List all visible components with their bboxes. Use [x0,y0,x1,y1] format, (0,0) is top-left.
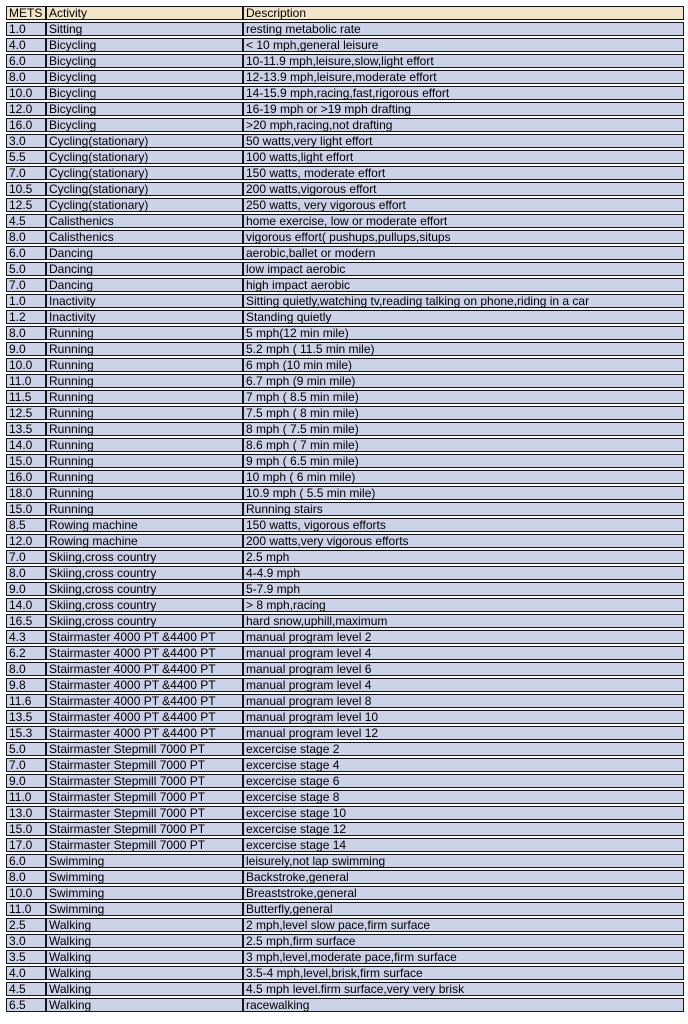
description-cell: 8 mph ( 7.5 min mile) [243,422,684,436]
table-row [6,150,684,164]
table-row [6,918,684,932]
activity-cell: Cycling(stationary) [46,150,243,164]
activity-cell: Cycling(stationary) [46,166,243,180]
description-cell: 9 mph ( 6.5 min mile) [243,454,684,468]
mets-cell: 15.0 [6,454,46,468]
description-cell: excercise stage 4 [243,758,684,772]
description-cell: vigorous effort( pushups,pullups,situps [243,230,684,244]
description-cell: 2.5 mph,firm surface [243,934,684,948]
mets-cell: 9.0 [6,774,46,788]
column-header-description: Description [243,6,684,20]
description-cell: 2 mph,level slow pace,firm surface [243,918,684,932]
activity-cell: Running [46,326,243,340]
mets-cell: 15.0 [6,502,46,516]
activity-cell: Walking [46,918,243,932]
activity-cell: Swimming [46,902,243,916]
table-row [6,134,684,148]
description-cell: 10 mph ( 6 min mile) [243,470,684,484]
activity-cell: Skiing,cross country [46,550,243,564]
table-row [6,534,684,548]
table-row [6,598,684,612]
activity-cell: Running [46,502,243,516]
table-row [6,662,684,676]
mets-cell: 7.0 [6,758,46,772]
description-cell: 4-4.9 mph [243,566,684,580]
table-row [6,934,684,948]
table-row [6,646,684,660]
description-cell: 16-19 mph or >19 mph drafting [243,102,684,116]
table-row [6,550,684,564]
description-cell: 6 mph (10 min mile) [243,358,684,372]
mets-cell: 1.0 [6,294,46,308]
table-row [6,422,684,436]
table-row [6,902,684,916]
description-cell: 250 watts, very vigorous effort [243,198,684,212]
table-row [6,310,684,324]
activity-cell: Running [46,406,243,420]
table-row [6,886,684,900]
description-cell: manual program level 4 [243,678,684,692]
activity-cell: Running [46,390,243,404]
description-cell: 3 mph,level,moderate pace,firm surface [243,950,684,964]
description-cell: 200 watts,vigorous effort [243,182,684,196]
description-cell: excercise stage 2 [243,742,684,756]
mets-cell: 6.0 [6,854,46,868]
mets-cell: 3.5 [6,950,46,964]
activity-cell: Stairmaster Stepmill 7000 PT [46,806,243,820]
table-row [6,566,684,580]
activity-cell: Rowing machine [46,534,243,548]
description-cell: excercise stage 6 [243,774,684,788]
activity-cell: Stairmaster Stepmill 7000 PT [46,838,243,852]
table-row [6,726,684,740]
mets-cell: 16.0 [6,118,46,132]
table-row [6,630,684,644]
mets-cell: 4.3 [6,630,46,644]
activity-cell: Rowing machine [46,518,243,532]
activity-cell: Stairmaster 4000 PT &4400 PT [46,710,243,724]
description-cell: 200 watts,very vigorous efforts [243,534,684,548]
table-row [6,166,684,180]
column-header-mets: METS [6,6,46,20]
activity-cell: Running [46,342,243,356]
table-row [6,774,684,788]
description-cell: manual program level 2 [243,630,684,644]
table-row [6,742,684,756]
description-cell: 50 watts,very light effort [243,134,684,148]
table-row [6,790,684,804]
table-row [6,182,684,196]
description-cell: Butterfly,general [243,902,684,916]
table-row [6,806,684,820]
table-body [6,22,684,1012]
table-row [6,390,684,404]
mets-cell: 6.2 [6,646,46,660]
mets-cell: 16.0 [6,470,46,484]
description-cell: 2.5 mph [243,550,684,564]
table-row [6,454,684,468]
mets-cell: 11.6 [6,694,46,708]
activity-cell: Stairmaster Stepmill 7000 PT [46,790,243,804]
activity-cell: Cycling(stationary) [46,182,243,196]
description-cell: manual program level 8 [243,694,684,708]
activity-cell: Walking [46,966,243,980]
activity-cell: Stairmaster Stepmill 7000 PT [46,774,243,788]
description-cell: > 8 mph,racing [243,598,684,612]
mets-cell: 4.0 [6,38,46,52]
table-row [6,518,684,532]
description-cell: 150 watts, moderate effort [243,166,684,180]
mets-cell: 12.5 [6,198,46,212]
mets-cell: 5.0 [6,742,46,756]
description-cell: 150 watts, vigorous efforts [243,518,684,532]
mets-cell: 11.0 [6,790,46,804]
activity-cell: Cycling(stationary) [46,134,243,148]
table-row [6,966,684,980]
table-row [6,822,684,836]
mets-cell: 12.5 [6,406,46,420]
mets-cell: 11.0 [6,374,46,388]
mets-cell: 7.0 [6,166,46,180]
mets-cell: 5.5 [6,150,46,164]
table-row [6,262,684,276]
activity-cell: Swimming [46,854,243,868]
activity-cell: Calisthenics [46,214,243,228]
mets-cell: 10.0 [6,886,46,900]
mets-cell: 13.0 [6,806,46,820]
description-cell: manual program level 4 [243,646,684,660]
mets-cell: 15.0 [6,822,46,836]
description-cell: low impact aerobic [243,262,684,276]
mets-cell: 10.0 [6,358,46,372]
activity-cell: Walking [46,998,243,1012]
description-cell: excercise stage 14 [243,838,684,852]
description-cell: 4.5 mph level.firm surface,very very brisk [243,982,684,996]
description-cell: Standing quietly [243,310,684,324]
description-cell: Backstroke,general [243,870,684,884]
table-row [6,438,684,452]
mets-cell: 7.0 [6,278,46,292]
column-header-activity: Activity [46,6,243,20]
table-row [6,614,684,628]
activity-cell: Walking [46,982,243,996]
activity-cell: Bicycling [46,86,243,100]
mets-cell: 15.3 [6,726,46,740]
description-cell: 10.9 mph ( 5.5 min mile) [243,486,684,500]
description-cell: manual program level 10 [243,710,684,724]
table-row [6,278,684,292]
description-cell: aerobic,ballet or modern [243,246,684,260]
table-row [6,406,684,420]
mets-cell: 8.0 [6,870,46,884]
table-row [6,854,684,868]
mets-cell: 11.5 [6,390,46,404]
activity-cell: Inactivity [46,294,243,308]
mets-cell: 10.5 [6,182,46,196]
mets-cell: 1.2 [6,310,46,324]
table-row [6,710,684,724]
mets-cell: 9.0 [6,342,46,356]
mets-cell: 1.0 [6,22,46,36]
description-cell: Sitting quietly,watching tv,reading talking on phone,riding in a car [243,294,684,308]
mets-cell: 13.5 [6,422,46,436]
table-row [6,214,684,228]
activity-cell: Bicycling [46,118,243,132]
activity-cell: Running [46,470,243,484]
mets-cell: 12.0 [6,534,46,548]
description-cell: 5-7.9 mph [243,582,684,596]
table-row [6,294,684,308]
activity-cell: Stairmaster 4000 PT &4400 PT [46,726,243,740]
table-row [6,38,684,52]
mets-cell: 14.0 [6,438,46,452]
table-row [6,470,684,484]
description-cell: < 10 mph,general leisure [243,38,684,52]
description-cell: 12-13.9 mph,leisure,moderate effort [243,70,684,84]
mets-cell: 18.0 [6,486,46,500]
table-row [6,102,684,116]
activity-cell: Dancing [46,278,243,292]
activity-cell: Bicycling [46,54,243,68]
activity-cell: Calisthenics [46,230,243,244]
activity-cell: Inactivity [46,310,243,324]
mets-cell: 13.5 [6,710,46,724]
activity-cell: Swimming [46,886,243,900]
table-row [6,678,684,692]
activity-cell: Dancing [46,262,243,276]
activity-cell: Running [46,454,243,468]
mets-cell: 6.5 [6,998,46,1012]
activity-cell: Stairmaster Stepmill 7000 PT [46,758,243,772]
activity-cell: Walking [46,950,243,964]
mets-cell: 4.5 [6,982,46,996]
description-cell: 7 mph ( 8.5 min mile) [243,390,684,404]
mets-cell: 5.0 [6,262,46,276]
table-row [6,758,684,772]
mets-cell: 4.5 [6,214,46,228]
mets-cell: 10.0 [6,86,46,100]
activity-cell: Swimming [46,870,243,884]
table-row [6,870,684,884]
mets-cell: 7.0 [6,550,46,564]
mets-cell: 3.0 [6,134,46,148]
description-cell: Running stairs [243,502,684,516]
table-row [6,486,684,500]
description-cell: manual program level 12 [243,726,684,740]
description-cell: home exercise, low or moderate effort [243,214,684,228]
description-cell: 3.5-4 mph,level,brisk,firm surface [243,966,684,980]
mets-cell: 8.0 [6,662,46,676]
activity-cell: Bicycling [46,70,243,84]
activity-cell: Walking [46,934,243,948]
description-cell: high impact aerobic [243,278,684,292]
mets-cell: 8.0 [6,230,46,244]
table-row [6,950,684,964]
mets-cell: 6.0 [6,54,46,68]
table-row [6,982,684,996]
activity-cell: Bicycling [46,102,243,116]
description-cell: Breaststroke,general [243,886,684,900]
activity-cell: Sitting [46,22,243,36]
mets-activity-table [6,4,684,1014]
description-cell: hard snow,uphill,maximum [243,614,684,628]
activity-cell: Skiing,cross country [46,598,243,612]
activity-cell: Stairmaster 4000 PT &4400 PT [46,678,243,692]
table-row [6,358,684,372]
mets-cell: 16.5 [6,614,46,628]
activity-cell: Running [46,374,243,388]
mets-cell: 14.0 [6,598,46,612]
mets-cell: 11.0 [6,902,46,916]
table-row [6,118,684,132]
description-cell: 14-15.9 mph,racing,fast,rigorous effort [243,86,684,100]
header-row [6,6,684,20]
activity-cell: Cycling(stationary) [46,198,243,212]
mets-cell: 12.0 [6,102,46,116]
table-row [6,582,684,596]
mets-cell: 8.0 [6,566,46,580]
table-row [6,342,684,356]
activity-cell: Stairmaster 4000 PT &4400 PT [46,646,243,660]
activity-cell: Dancing [46,246,243,260]
activity-cell: Skiing,cross country [46,614,243,628]
description-cell: 6.7 mph (9 min mile) [243,374,684,388]
description-cell: 7.5 mph ( 8 min mile) [243,406,684,420]
activity-cell: Stairmaster Stepmill 7000 PT [46,822,243,836]
mets-cell: 6.0 [6,246,46,260]
activity-cell: Stairmaster 4000 PT &4400 PT [46,630,243,644]
activity-cell: Skiing,cross country [46,566,243,580]
mets-cell: 8.0 [6,326,46,340]
description-cell: excercise stage 10 [243,806,684,820]
table-row [6,502,684,516]
activity-cell: Running [46,486,243,500]
description-cell: racewalking [243,998,684,1012]
description-cell: leisurely,not lap swimming [243,854,684,868]
table-row [6,70,684,84]
mets-cell: 9.8 [6,678,46,692]
table-row [6,22,684,36]
mets-cell: 8.0 [6,70,46,84]
mets-cell: 3.0 [6,934,46,948]
description-cell: 100 watts,light effort [243,150,684,164]
activity-cell: Running [46,422,243,436]
table-row [6,998,684,1012]
activity-cell: Stairmaster 4000 PT &4400 PT [46,662,243,676]
mets-cell: 8.5 [6,518,46,532]
description-cell: >20 mph,racing,not drafting [243,118,684,132]
activity-cell: Stairmaster Stepmill 7000 PT [46,742,243,756]
description-cell: 5 mph(12 min mile) [243,326,684,340]
activity-cell: Bicycling [46,38,243,52]
table-row [6,86,684,100]
table-row [6,326,684,340]
description-cell: 5.2 mph ( 11.5 min mile) [243,342,684,356]
description-cell: 8.6 mph ( 7 min mile) [243,438,684,452]
activity-cell: Running [46,358,243,372]
table-row [6,54,684,68]
mets-cell: 2.5 [6,918,46,932]
table-row [6,374,684,388]
description-cell: excercise stage 8 [243,790,684,804]
description-cell: 10-11.9 mph,leisure,slow,light effort [243,54,684,68]
table-row [6,230,684,244]
activity-cell: Skiing,cross country [46,582,243,596]
activity-cell: Stairmaster 4000 PT &4400 PT [46,694,243,708]
mets-cell: 9.0 [6,582,46,596]
table-row [6,838,684,852]
description-cell: resting metabolic rate [243,22,684,36]
table-header [6,6,684,20]
mets-cell: 4.0 [6,966,46,980]
description-cell: excercise stage 12 [243,822,684,836]
table-row [6,246,684,260]
table-row [6,198,684,212]
table-row [6,694,684,708]
activity-cell: Running [46,438,243,452]
description-cell: manual program level 6 [243,662,684,676]
mets-cell: 17.0 [6,838,46,852]
